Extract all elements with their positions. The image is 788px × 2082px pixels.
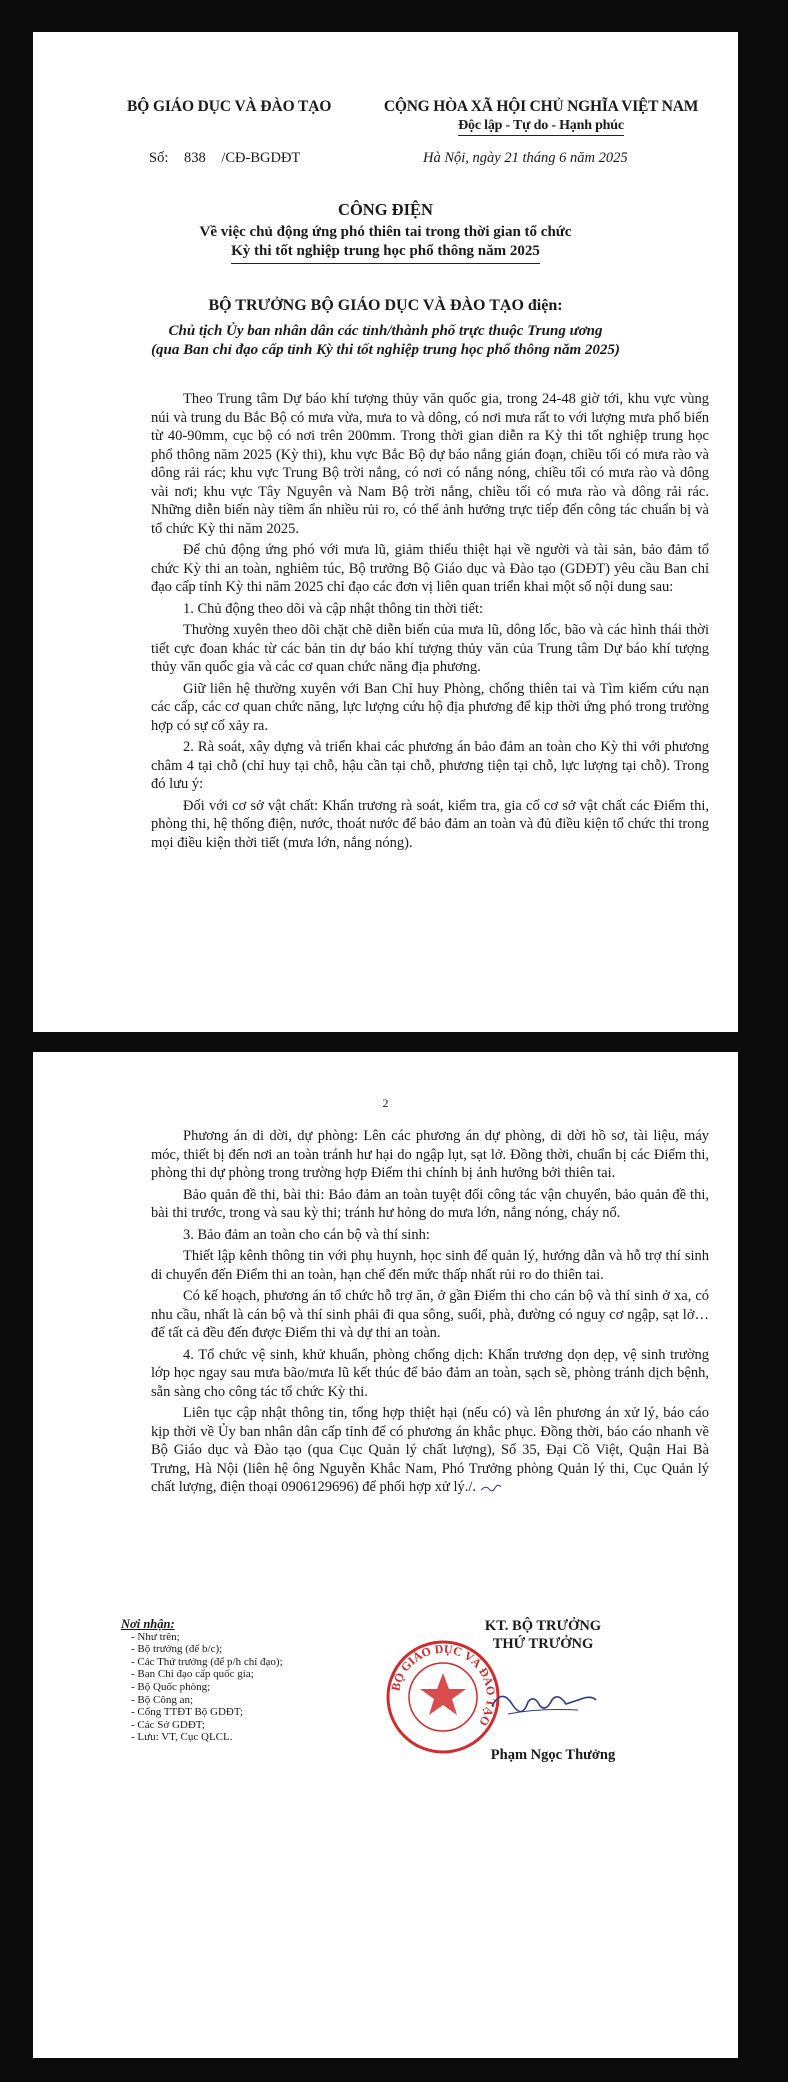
paragraph: Đối với cơ sở vật chất: Khẩn trương rà soát, kiểm tra, gia cố cơ sở vật chất các Điểm thi, phòng thi, hệ thống điện, nước, thoát nước để bảo đảm an toàn và đủ điều kiện tổ chức thi trong mọi điều kiện thời tiết (mưa lớn, nắng nóng). [151, 797, 709, 851]
subject-line-1: Về việc chủ động ứng phó thiên tai trong thời gian tổ chức [199, 224, 572, 240]
recipient-item: - Bộ Quốc phòng; [131, 1680, 211, 1693]
last-paragraph-text: Liên tục cập nhật thông tin, tổng hợp thiệt hại (nếu có) và lên phương án xử lý, báo cáo kịp thời về Ủy ban nhân dân cấp tỉnh để có phương án khắc phục. Đồng thời, báo cáo nhanh về Bộ Giáo dục và Đào tạo (qua Cục Quản lý chất lượng), Số 35, Đại Cồ Việt, Quận Hai Bà Trưng, Hà Nội (liên hệ ông Nguyễn Khắc Nam, Phó Trưởng phòng Quản lý thi, Cục Quản lý chất lượng, điện thoại 0906129696) để phối hợp xử lý./. [151, 1405, 709, 1495]
document-page-1 [33, 32, 738, 1032]
recipient-item: - Bộ trưởng (để b/c); [131, 1643, 223, 1656]
national-motto: Độc lập - Tự do - Hạnh phúc [458, 118, 624, 136]
paragraph: Thường xuyên theo dõi chặt chẽ diễn biến của mưa lũ, dông lốc, bão và các hình thái thời tiết cực đoan khác từ các bản tin dự báo khí tượng thủy văn của Trung tâm Dự báo khí tượng thủy văn quốc gia và các cơ quan chức năng địa phương. [151, 622, 709, 675]
page2-body [151, 1127, 709, 1500]
page1-body [151, 390, 709, 855]
page-number: 2 [382, 1096, 389, 1110]
document-page-2 [33, 1052, 738, 2058]
recipient-line-2: (qua Ban chỉ đạo cấp tỉnh Kỳ thi tốt nghiệp trung học phổ thông năm 2025) [151, 342, 620, 358]
number-label: Số: [149, 150, 169, 166]
paragraph: Bảo quản đề thi, bài thi: Bảo đảm an toàn tuyệt đối công tác vận chuyển, bảo quản đề thi, bài thi trước, trong và sau kỳ thi; tránh hư hỏng do mưa lớn, nắng nóng, cháy nổ. [151, 1186, 709, 1221]
paragraph [151, 1404, 709, 1497]
number-code: /CĐ-BGDĐT [221, 150, 301, 166]
paragraph: Giữ liên hệ thường xuyên với Ban Chỉ huy Phòng, chống thiên tai và Tìm kiếm cứu nạn các cấp, các cơ quan chức năng, lực lượng cứu hộ địa phương để kịp thời ứng phó trong trường hợp có sự cố xảy ra. [151, 680, 709, 734]
national-header [376, 98, 706, 136]
paragraph: Để chủ động ứng phó với mưa lũ, giảm thiểu thiệt hại về người và tài sản, bảo đảm tổ chức Kỳ thi an toàn, nghiêm túc, Bộ trưởng Bộ Giáo dục và Đào tạo (GDĐT) yêu cầu Ban chỉ đạo cấp tỉnh Kỳ thi năm 2025 chỉ đạo các đơn vị liên quan triển khai một số nội dung sau: [151, 542, 709, 595]
paragraph: 3. Bảo đảm an toàn cho cán bộ và thí sinh: [183, 1226, 430, 1243]
initial-signature-icon [480, 1484, 502, 1492]
paragraph: 4. Tổ chức vệ sinh, khử khuẩn, phòng chống dịch: Khẩn trương dọn dẹp, vệ sinh trường lớp học ngay sau mưa bão/mưa lũ kết thúc để bảo đảm an toàn, sạch sẽ, phòng tránh dịch bệnh, sẵn sàng cho công tác tổ chức Kỳ thi. [151, 1346, 709, 1400]
document-number [149, 150, 300, 167]
recipient-item: - Cổng TTĐT Bộ GDĐT; [131, 1706, 244, 1719]
recipient-block [33, 322, 738, 360]
document-subject [33, 223, 738, 264]
document-date: Hà Nội, ngày 21 tháng 6 năm 2025 [423, 150, 628, 166]
recipient-line-1: Chủ tịch Ủy ban nhân dân các tỉnh/thành phố trực thuộc Trung ương [168, 323, 603, 339]
document-type: CÔNG ĐIỆN [338, 200, 433, 219]
recipients-heading: Nơi nhận: [121, 1617, 175, 1631]
ministry-name: BỘ GIÁO DỤC VÀ ĐÀO TẠO [127, 98, 332, 115]
svg-text:BỘ GIÁO DỤC VÀ ĐÀO TẠO: BỘ GIÁO DỤC VÀ ĐÀO TẠO [388, 1641, 499, 1729]
recipient-item: - Bộ Công an; [131, 1693, 194, 1706]
recipient-item: - Như trên; [131, 1630, 180, 1643]
paragraph: Có kế hoạch, phương án tổ chức hỗ trợ ăn, ở gần Điểm thi cho cán bộ và thí sinh ở xa, có nhu cầu, nhất là cán bộ và thí sinh phải đi qua sông, suối, phà, đường có nguy cơ ngập, sạt lở… để tất cả đều đến được Điểm thi và dự thi an toàn. [151, 1288, 709, 1341]
signature-title-1: KT. BỘ TRƯỞNG [484, 1618, 602, 1634]
subject-line-2: Kỳ thi tốt nghiệp trung học phổ thông năm 2025 [231, 242, 540, 264]
recipient-item: - Các Thứ trưởng (để p/h chỉ đạo); [131, 1655, 283, 1668]
number-value: 838 [183, 150, 206, 166]
paragraph: 2. Rà soát, xây dựng và triển khai các phương án bảo đảm an toàn cho Kỳ thi với phương châm 4 tại chỗ (chỉ huy tại chỗ, hậu cần tại chỗ, phương tiện tại chỗ, lực lượng tại chỗ). Trong đó lưu ý: [151, 739, 709, 792]
recipient-item: - Ban Chỉ đạo cấp quốc gia; [131, 1668, 254, 1681]
recipient-item: - Các Sở GDĐT; [131, 1718, 205, 1731]
paragraph: 1. Chủ động theo dõi và cập nhật thông tin thời tiết: [183, 600, 484, 617]
signature-title-2: THỨ TRƯỞNG [492, 1636, 594, 1652]
signer-name: Phạm Ngọc Thưởng [490, 1747, 616, 1763]
paragraph: Thiết lập kênh thông tin với phụ huynh, học sinh để quản lý, hướng dẫn và hỗ trợ thí sinh di chuyển đến Điểm thi an toàn, hạn chế đến mức thấp nhất rủi ro do thiên tai. [151, 1248, 709, 1283]
paragraph: Phương án di dời, dự phòng: Lên các phương án dự phòng, di dời hồ sơ, tài liệu, máy móc, thiết bị đến nơi an toàn tránh hư hại do ngập lụt, sạt lở. Đồng thời, chuẩn bị các Điểm thi, phòng thi dự phòng trong trường hợp Điểm thi chính bị ảnh hưởng bởi thiên tai. [151, 1128, 709, 1181]
paragraph: Theo Trung tâm Dự báo khí tượng thủy văn quốc gia, trong 24-48 giờ tới, khu vực vùng núi và trung du Bắc Bộ có mưa vừa, mưa to và dông, có nơi mưa rất to với lượng mưa phổ biến từ 40-90mm, cục bộ có nơi trên 200mm. Trong thời gian diễn ra Kỳ thi tốt nghiệp trung học phổ thông năm 2025 (Kỳ thi), khu vực Bắc Bộ dự báo nắng gián đoạn, chiều tối có mưa rào và dông rải rác; khu vực Trung Bộ trời nắng, có nơi có nắng nóng, chiều tối có mưa rào và dông vài nơi; khu vực Tây Nguyên và Nam Bộ trời nắng, chiều tối có mưa rào và dông rải rác. Những diễn biến này tiềm ẩn nhiều rủi ro, có thể ảnh hưởng trực tiếp đến công tác chuẩn bị và tổ chức Kỳ thi năm 2025. [151, 391, 709, 537]
recipient-item: - Lưu: VT, Cục QLCL. [131, 1731, 233, 1744]
recipients-list [121, 1618, 283, 1744]
nation-name: CỘNG HÒA XÃ HỘI CHỦ NGHĨA VIỆT NAM [383, 98, 699, 115]
handwritten-signature-icon [488, 1684, 598, 1724]
minister-heading: BỘ TRƯỞNG BỘ GIÁO DỤC VÀ ĐÀO TẠO điện: [208, 297, 563, 314]
official-stamp-icon [383, 1637, 503, 1757]
